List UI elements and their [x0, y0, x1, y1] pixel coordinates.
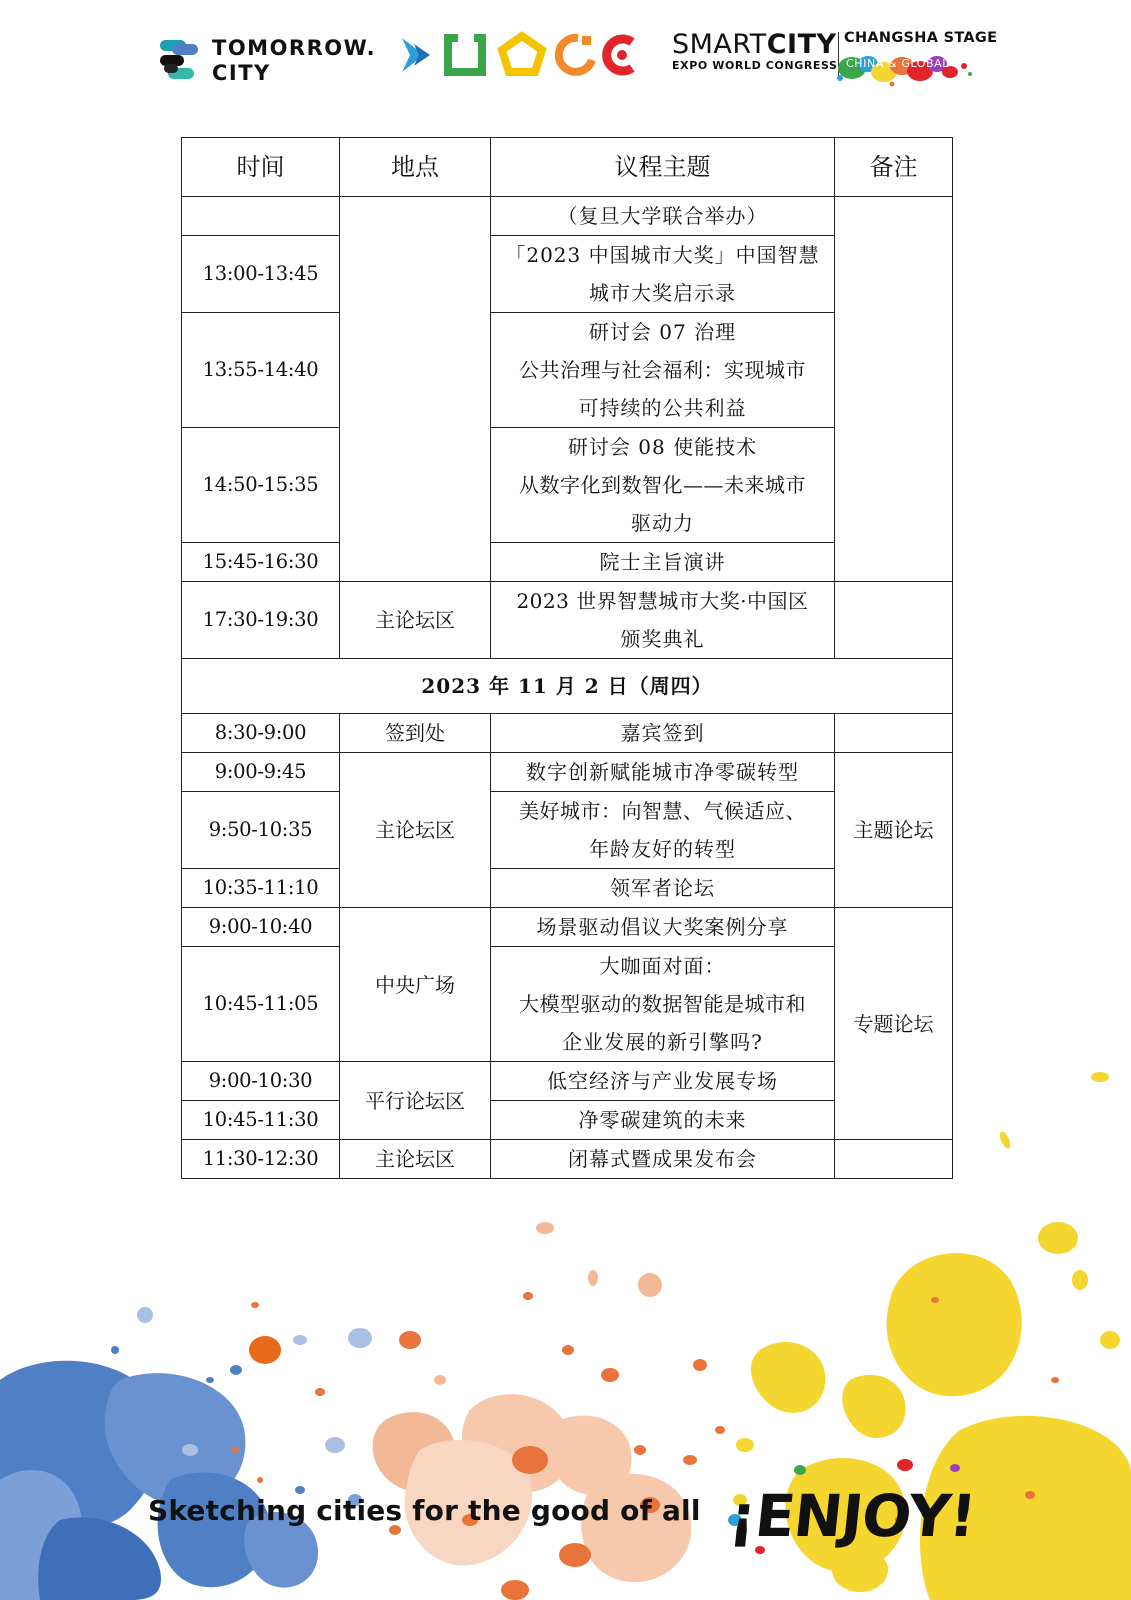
page-header	[0, 0, 1131, 110]
header-venue: 地点	[340, 138, 491, 197]
topic-cell: 闭幕式暨成果发布会	[491, 1140, 835, 1179]
topic-line: 2023 世界智慧城市大奖·中国区	[516, 589, 809, 613]
topic-cell	[491, 313, 835, 428]
topic-line: 研讨会 08 使能技术	[567, 435, 758, 459]
expo-congress-label: EXPO WORLD CONGRESS	[672, 59, 838, 72]
header-time: 时间	[182, 138, 340, 197]
table-row	[182, 908, 953, 947]
table-row	[182, 753, 953, 792]
topic-cell: （复旦大学联合举办）	[491, 197, 835, 236]
table-header-row	[182, 138, 953, 197]
tomorrow-label: TOMORROW.	[212, 36, 377, 60]
venue-cell	[340, 197, 491, 582]
time-cell: 9:00-10:40	[182, 908, 340, 947]
topic-cell: 院士主旨演讲	[491, 543, 835, 582]
smart-label: SMART	[672, 29, 767, 60]
time-cell: 8:30-9:00	[182, 714, 340, 753]
footer-tagline: Sketching cities for the good of all	[148, 1494, 701, 1527]
topic-cell: 领军者论坛	[491, 869, 835, 908]
time-cell: 11:30-12:30	[182, 1140, 340, 1179]
topic-cell	[491, 947, 835, 1062]
smart-city-expo-logo	[672, 30, 838, 73]
topic-line: 大咖面对面：	[599, 954, 726, 978]
venue-cell: 签到处	[340, 714, 491, 753]
note-cell	[835, 582, 953, 659]
header-topic: 议程主题	[491, 138, 835, 197]
china-global-label: CHINA & GLOBAL	[846, 57, 950, 70]
enjoy-logo: ¡ENJOY!	[726, 1482, 979, 1550]
topic-line: 大模型驱动的数据智能是城市和	[519, 992, 806, 1016]
city-bold-label: CITY	[766, 29, 837, 60]
topic-cell	[491, 582, 835, 659]
topic-cell: 数字创新赋能城市净零碳转型	[491, 753, 835, 792]
note-cell: 主题论坛	[835, 753, 953, 908]
topic-line: 驱动力	[631, 511, 694, 535]
time-cell: 10:45-11:30	[182, 1101, 340, 1140]
table-row	[182, 197, 953, 236]
venue-cell: 中央广场	[340, 908, 491, 1062]
time-cell: 14:50-15:35	[182, 428, 340, 543]
note-cell: 专题论坛	[835, 908, 953, 1140]
time-cell: 9:50-10:35	[182, 792, 340, 869]
time-cell: 10:35-11:10	[182, 869, 340, 908]
table-row	[182, 582, 953, 659]
venue-cell: 主论坛区	[340, 1140, 491, 1179]
time-cell: 9:00-9:45	[182, 753, 340, 792]
tomorrow-city-logo-icon	[158, 38, 202, 82]
topic-line: 公共治理与社会福利：实现城市	[519, 358, 806, 382]
city-label: CITY	[212, 61, 271, 85]
date-heading: 2023 年 11 月 2 日（周四）	[182, 659, 953, 714]
venue-cell: 主论坛区	[340, 582, 491, 659]
note-cell	[835, 197, 953, 582]
color-glyphs-logo-icon	[400, 30, 650, 80]
topic-line: 研讨会 07 治理	[588, 320, 737, 344]
note-cell	[835, 714, 953, 753]
date-row	[182, 659, 953, 714]
topic-line: 企业发展的新引擎吗?	[562, 1030, 763, 1054]
changsha-stage-title: CHANGSHA STAGE	[844, 30, 998, 46]
time-cell	[182, 197, 340, 236]
time-cell: 9:00-10:30	[182, 1062, 340, 1101]
topic-line: 美好城市：向智慧、气候适应、	[519, 799, 806, 823]
topic-line: 可持续的公共利益	[578, 396, 747, 420]
topic-cell	[491, 792, 835, 869]
topic-line: 颁奖典礼	[620, 627, 705, 651]
topic-line: 「2023 中国城市大奖」中国智慧	[505, 243, 820, 267]
header-note: 备注	[835, 138, 953, 197]
agenda-table	[181, 137, 953, 1179]
topic-line: 年龄友好的转型	[589, 837, 736, 861]
topic-cell: 场景驱动倡议大奖案例分享	[491, 908, 835, 947]
topic-line: 从数字化到数智化——未来城市	[519, 473, 806, 497]
time-cell: 17:30-19:30	[182, 582, 340, 659]
table-row	[182, 714, 953, 753]
topic-cell: 低空经济与产业发展专场	[491, 1062, 835, 1101]
topic-cell	[491, 236, 835, 313]
time-cell: 13:00-13:45	[182, 236, 340, 313]
topic-cell	[491, 428, 835, 543]
topic-cell: 净零碳建筑的未来	[491, 1101, 835, 1140]
venue-cell: 主论坛区	[340, 753, 491, 908]
time-cell: 15:45-16:30	[182, 543, 340, 582]
time-cell: 10:45-11:05	[182, 947, 340, 1062]
topic-line: 城市大奖启示录	[589, 281, 736, 305]
tomorrow-city-wordmark	[212, 36, 376, 86]
time-cell: 13:55-14:40	[182, 313, 340, 428]
venue-cell: 平行论坛区	[340, 1062, 491, 1140]
topic-cell: 嘉宾签到	[491, 714, 835, 753]
